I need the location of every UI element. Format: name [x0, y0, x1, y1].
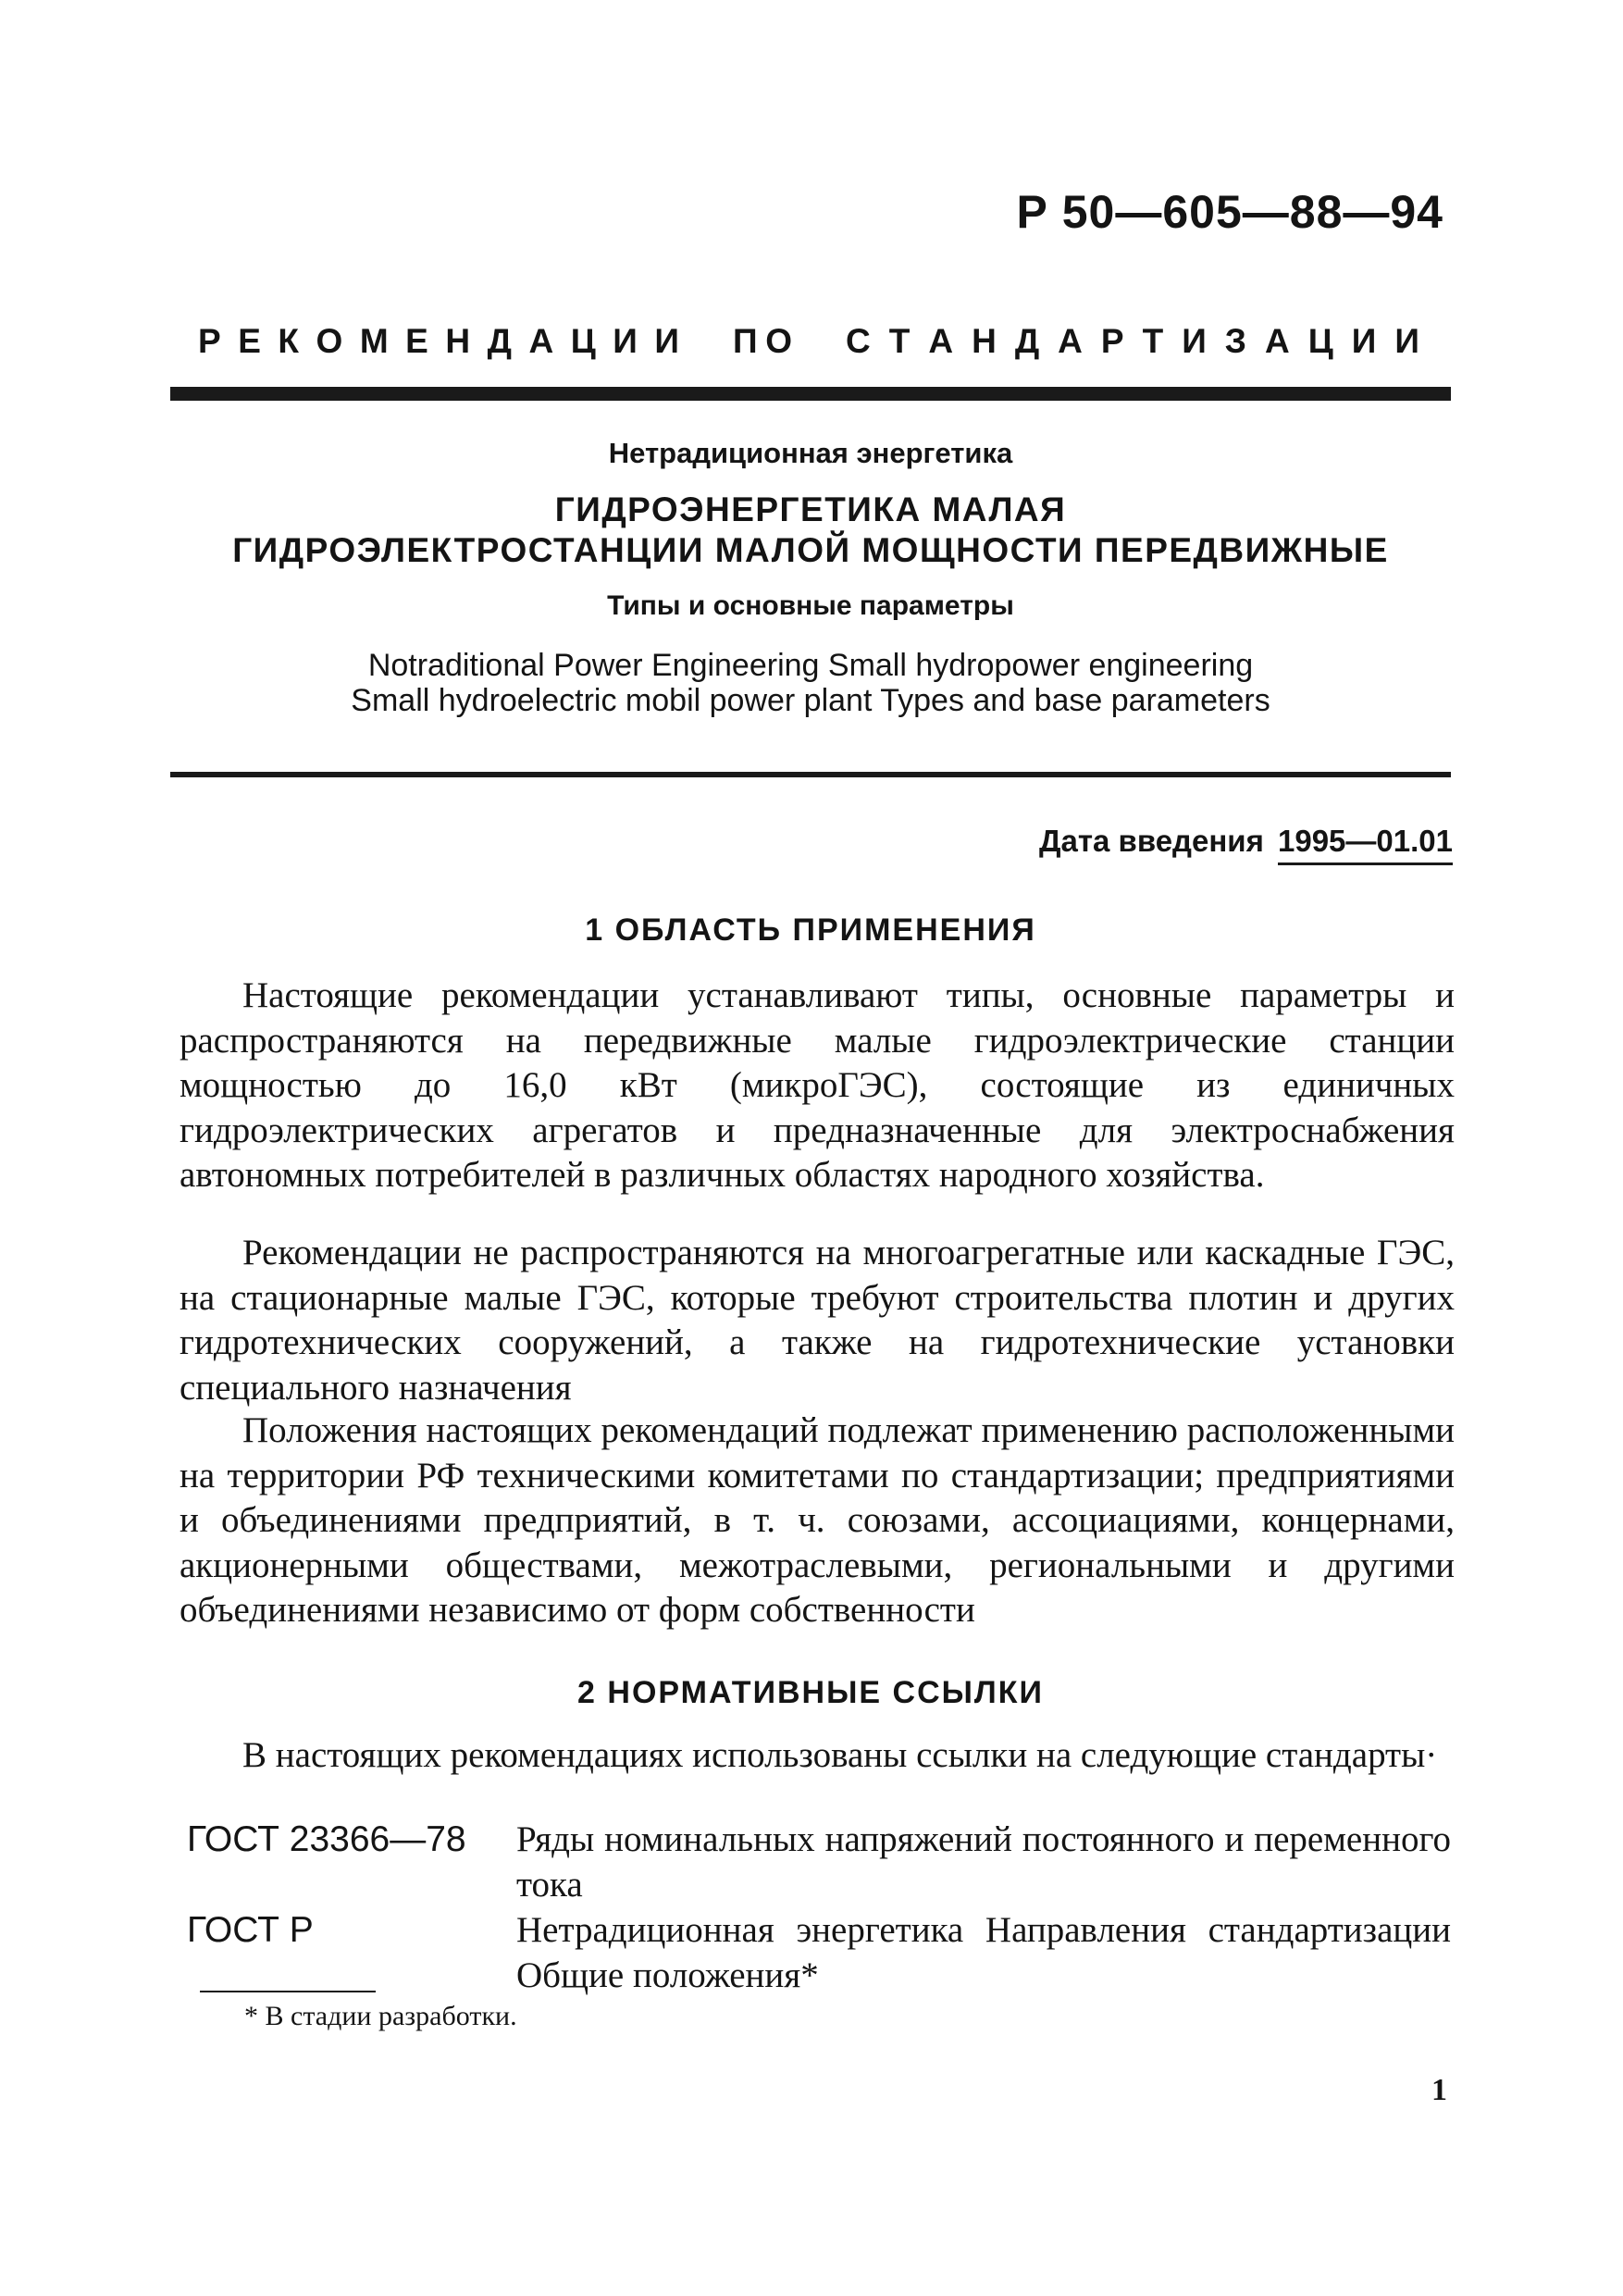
reference-code: ГОСТ 23366—78 — [187, 1819, 466, 1859]
section-1-paragraph: Рекомендации не распространяются на многоагрегатные или каскадные ГЭС, на стационарные малые ГЭС, которые требуют строительства плотин и других гидротехнических сооружений, а также на гидротехнические установки специального назначения — [180, 1233, 1455, 1408]
document-subtitle: Типы и основные параметры — [607, 590, 1014, 621]
english-title-line-1: Notraditional Power Engineering Small hydropower engineering — [367, 648, 1254, 683]
document-title-line-1: ГИДРОЭНЕРГЕТИКА МАЛАЯ — [554, 490, 1067, 528]
document-subject: Нетрадиционная энергетика — [608, 437, 1013, 469]
reference-title: Ряды номинальных напряжений постоянного и переменного тока — [516, 1819, 1451, 1905]
series-title-word-3: С Т А Н Д А Р Т И З А Ц И И — [846, 322, 1419, 360]
footnote-divider — [200, 1991, 376, 1992]
section-1-paragraph: Настоящие рекомендации устанавливают типы, основные параметры и распространяются на передвижные малые гидроэлектрические станции мощностью до 16,0 кВт (микроГЭС), состоящие из единичных гидроэлектрических агрегатов и предназначенные для электроснабжения автономных потребителей в различных областях народного хозяйства. — [180, 975, 1455, 1195]
document-number: Р 50—605—88—94 — [1016, 186, 1443, 238]
reference-row — [187, 1908, 1451, 1998]
intro-date-value: 1995—01.01 — [1278, 824, 1453, 865]
section-1-paragraph: Положения настоящих рекомендаций подлежат применению расположенными на территории РФ техническими комитетами по стандартизации; предприятиями и объединениями предприятий, в т. ч. союзами, ассоциациями, концернами, акционерными обществами, межотраслевыми, региональными и другими объединениями независимо от форм собственности — [180, 1410, 1455, 1630]
title-divider — [170, 772, 1451, 777]
english-title-line-2: Small hydroelectric mobil power plant Types and base parameters — [351, 683, 1270, 718]
document-title-line-2: ГИДРОЭЛЕКТРОСТАНЦИИ МАЛОЙ МОЩНОСТИ ПЕРЕДВИЖНЫЕ — [232, 531, 1389, 569]
section-2-heading: 2 НОРМАТИВНЫЕ ССЫЛКИ — [577, 1675, 1044, 1710]
series-title-word-2: П О — [733, 322, 792, 360]
intro-date-label: Дата введения — [1039, 824, 1264, 858]
reference-title: Нетрадиционная энергетика Направления стандартизации Общие положения* — [516, 1910, 1451, 1995]
section-2-intro: В настоящих рекомендациях использованы ссылки на следующие стандарты· — [242, 1735, 1438, 1775]
page-number: 1 — [1431, 2073, 1447, 2107]
reference-code: ГОСТ Р — [187, 1910, 314, 1950]
section-1-heading: 1 ОБЛАСТЬ ПРИМЕНЕНИЯ — [585, 912, 1036, 948]
series-title-word-1: Р Е К О М Е Н Д А Ц И И — [198, 322, 679, 360]
footnote: * В стадии разработки. — [244, 2001, 517, 2031]
series-title — [198, 322, 1419, 361]
intro-date — [1039, 824, 1453, 865]
header-divider — [170, 387, 1451, 401]
reference-row — [187, 1818, 1451, 1907]
